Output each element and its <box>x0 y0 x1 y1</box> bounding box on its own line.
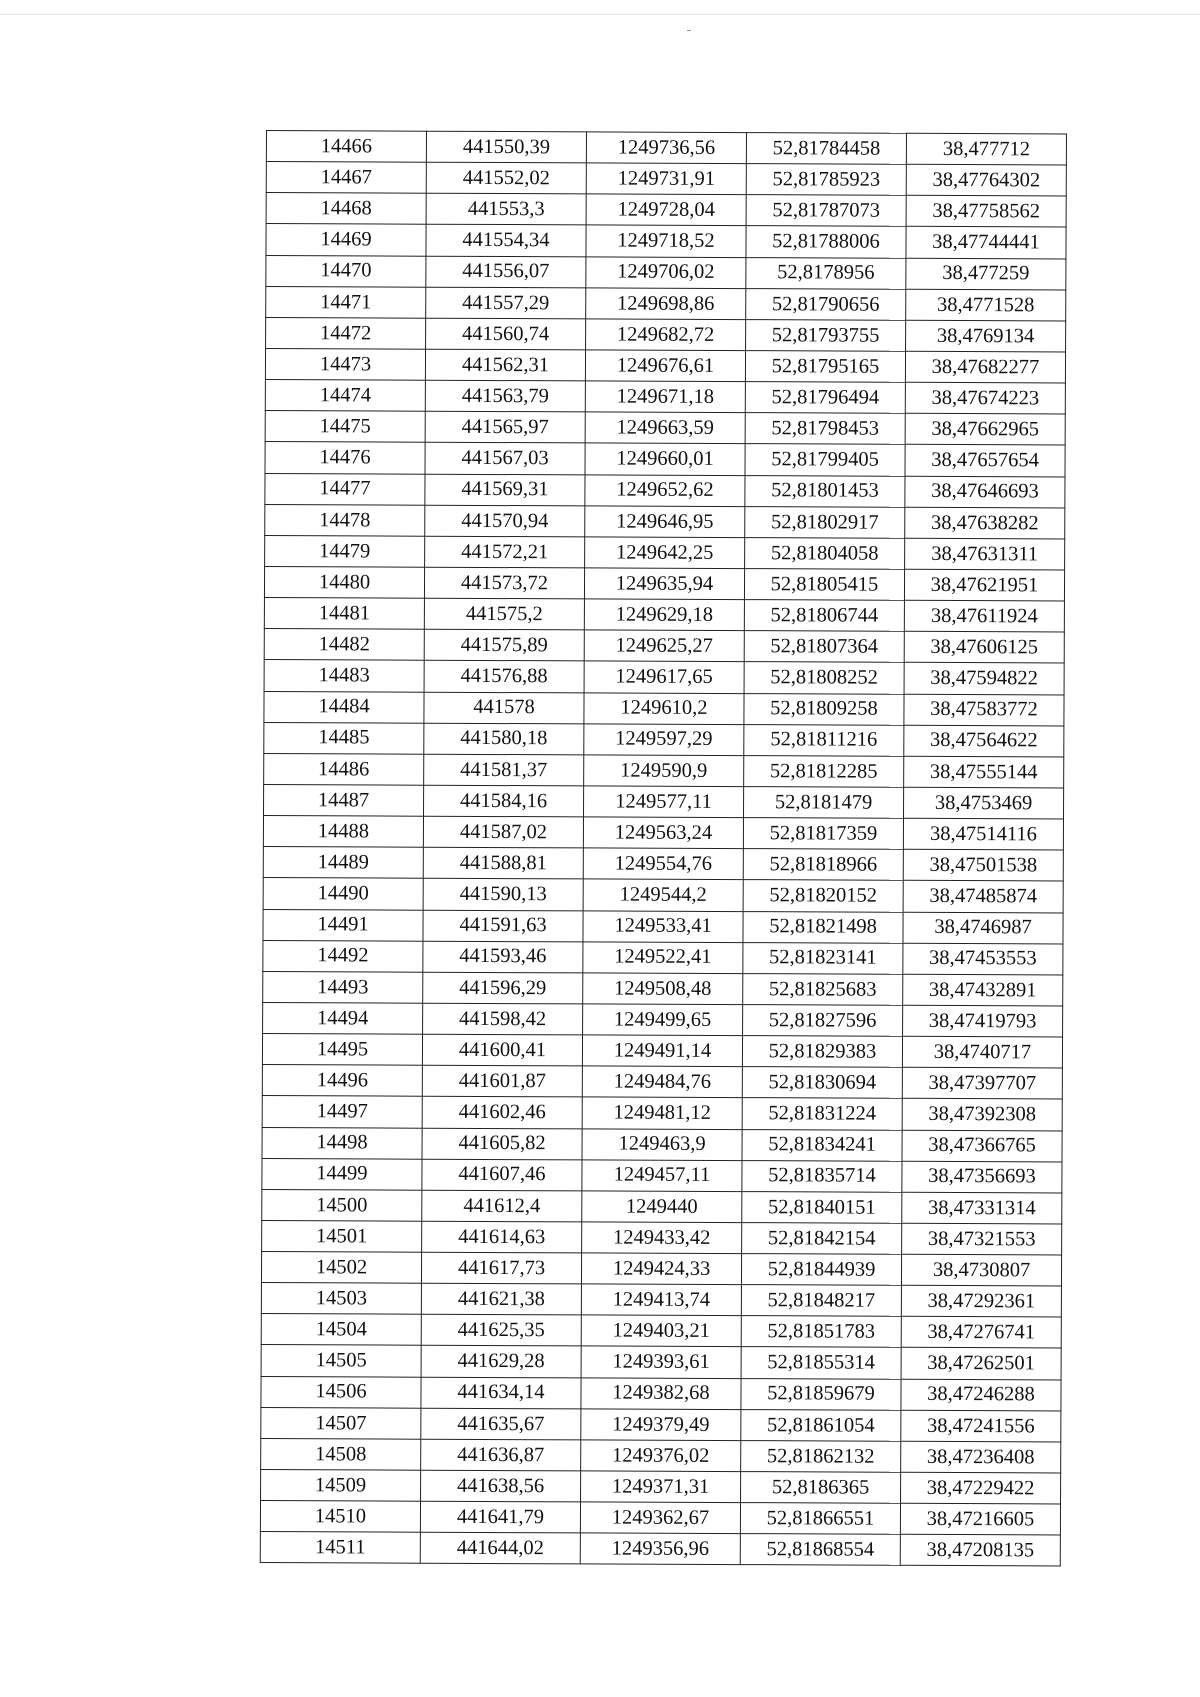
x-coordinate-cell: 441567,03 <box>425 443 585 475</box>
y-coordinate-cell: 1249597,29 <box>584 724 744 756</box>
latitude-cell: 52,81796494 <box>745 382 905 414</box>
latitude-cell: 52,81798453 <box>745 413 905 445</box>
point-number-cell: 14499 <box>262 1158 422 1190</box>
table-row <box>261 1314 1061 1349</box>
table-row <box>261 1470 1061 1505</box>
point-number-cell: 14468 <box>266 193 426 225</box>
table-row <box>262 1096 1062 1131</box>
longitude-cell: 38,47564622 <box>904 725 1064 757</box>
point-number-cell: 14509 <box>261 1470 421 1502</box>
y-coordinate-cell: 1249635,94 <box>584 568 744 600</box>
longitude-cell: 38,47631311 <box>905 538 1065 570</box>
table-row <box>262 1158 1062 1193</box>
longitude-cell: 38,47646693 <box>905 476 1065 508</box>
longitude-cell: 38,47682277 <box>905 351 1065 383</box>
table-row <box>261 1376 1061 1411</box>
table-row <box>265 442 1065 477</box>
x-coordinate-cell: 441557,29 <box>426 287 586 319</box>
longitude-cell: 38,47432891 <box>903 974 1063 1006</box>
longitude-cell: 38,47501538 <box>903 850 1063 882</box>
y-coordinate-cell: 1249563,24 <box>583 817 743 849</box>
latitude-cell: 52,81827596 <box>743 1005 903 1037</box>
point-number-cell: 14472 <box>266 317 426 349</box>
y-coordinate-cell: 1249698,86 <box>586 288 746 320</box>
longitude-cell: 38,47453553 <box>903 943 1063 975</box>
longitude-cell: 38,47611924 <box>904 600 1064 632</box>
table-row <box>266 286 1066 321</box>
y-coordinate-cell: 1249577,11 <box>584 786 744 818</box>
longitude-cell: 38,47638282 <box>905 507 1065 539</box>
x-coordinate-cell: 441634,14 <box>421 1377 581 1409</box>
latitude-cell: 52,81835714 <box>742 1160 902 1192</box>
y-coordinate-cell: 1249433,42 <box>582 1222 742 1254</box>
latitude-cell: 52,81859679 <box>741 1378 901 1410</box>
point-number-cell: 14510 <box>260 1501 420 1533</box>
longitude-cell: 38,4771528 <box>906 289 1066 321</box>
x-coordinate-cell: 441625,35 <box>421 1315 581 1347</box>
table-row <box>262 1065 1062 1100</box>
y-coordinate-cell: 1249484,76 <box>582 1066 742 1098</box>
latitude-cell: 52,81855314 <box>741 1347 901 1379</box>
longitude-cell: 38,47764302 <box>906 164 1066 196</box>
x-coordinate-cell: 441614,63 <box>422 1221 582 1253</box>
x-coordinate-cell: 441550,39 <box>426 131 586 163</box>
table-row <box>266 193 1066 228</box>
x-coordinate-cell: 441641,79 <box>420 1501 580 1533</box>
latitude-cell: 52,81831224 <box>742 1098 902 1130</box>
x-coordinate-cell: 441584,16 <box>424 785 584 817</box>
y-coordinate-cell: 1249590,9 <box>584 755 744 787</box>
point-number-cell: 14477 <box>265 473 425 505</box>
y-coordinate-cell: 1249660,01 <box>585 443 745 475</box>
point-number-cell: 14480 <box>264 566 424 598</box>
x-coordinate-cell: 441570,94 <box>425 505 585 537</box>
latitude-cell: 52,81788006 <box>746 226 906 258</box>
longitude-cell: 38,47236408 <box>901 1441 1061 1473</box>
longitude-cell: 38,47392308 <box>902 1099 1062 1131</box>
table-row <box>264 753 1064 788</box>
latitude-cell: 52,81807364 <box>744 631 904 663</box>
y-coordinate-cell: 1249663,59 <box>585 412 745 444</box>
longitude-cell: 38,4730807 <box>901 1254 1061 1286</box>
table-row <box>261 1283 1061 1318</box>
x-coordinate-cell: 441617,73 <box>421 1252 581 1284</box>
latitude-cell: 52,81834241 <box>742 1129 902 1161</box>
point-number-cell: 14497 <box>262 1096 422 1128</box>
latitude-cell: 52,81787073 <box>746 195 906 227</box>
latitude-cell: 52,81805415 <box>744 569 904 601</box>
table-row <box>261 1252 1061 1287</box>
scan-artifact-mark <box>687 30 691 31</box>
table-row <box>264 660 1064 695</box>
y-coordinate-cell: 1249424,33 <box>581 1253 741 1285</box>
x-coordinate-cell: 441602,46 <box>422 1097 582 1129</box>
point-number-cell: 14479 <box>265 535 425 567</box>
longitude-cell: 38,47276741 <box>901 1317 1061 1349</box>
latitude-cell: 52,81817359 <box>743 818 903 850</box>
longitude-cell: 38,47366765 <box>902 1130 1062 1162</box>
longitude-cell: 38,477259 <box>906 258 1066 290</box>
point-number-cell: 14494 <box>263 1002 423 1034</box>
table-row <box>265 473 1065 508</box>
point-number-cell: 14505 <box>261 1345 421 1377</box>
x-coordinate-cell: 441576,88 <box>424 661 584 693</box>
longitude-cell: 38,47216605 <box>900 1503 1060 1535</box>
longitude-cell: 38,47758562 <box>906 196 1066 228</box>
y-coordinate-cell: 1249393,61 <box>581 1346 741 1378</box>
y-coordinate-cell: 1249362,67 <box>580 1502 740 1534</box>
y-coordinate-cell: 1249491,14 <box>582 1035 742 1067</box>
longitude-cell: 38,47321553 <box>902 1223 1062 1255</box>
latitude-cell: 52,81840151 <box>742 1191 902 1223</box>
latitude-cell: 52,81868554 <box>740 1534 900 1566</box>
y-coordinate-cell: 1249508,48 <box>583 973 743 1005</box>
x-coordinate-cell: 441569,31 <box>425 474 585 506</box>
longitude-cell: 38,47662965 <box>905 414 1065 446</box>
point-number-cell: 14492 <box>263 940 423 972</box>
x-coordinate-cell: 441575,2 <box>424 598 584 630</box>
coordinates-table <box>260 130 1067 1567</box>
latitude-cell: 52,8186365 <box>741 1472 901 1504</box>
point-number-cell: 14470 <box>266 255 426 287</box>
longitude-cell: 38,47246288 <box>901 1379 1061 1411</box>
table-row <box>266 131 1066 166</box>
longitude-cell: 38,47262501 <box>901 1348 1061 1380</box>
point-number-cell: 14482 <box>264 629 424 661</box>
x-coordinate-cell: 441605,82 <box>422 1128 582 1160</box>
y-coordinate-cell: 1249610,2 <box>584 692 744 724</box>
point-number-cell: 14467 <box>266 162 426 194</box>
latitude-cell: 52,81820152 <box>743 880 903 912</box>
table-row <box>261 1407 1061 1442</box>
point-number-cell: 14508 <box>261 1438 421 1470</box>
x-coordinate-cell: 441593,46 <box>423 941 583 973</box>
table-row <box>263 847 1063 882</box>
point-number-cell: 14471 <box>266 286 426 318</box>
coordinates-table-body <box>260 131 1066 1567</box>
point-number-cell: 14506 <box>261 1376 421 1408</box>
y-coordinate-cell: 1249379,49 <box>581 1409 741 1441</box>
x-coordinate-cell: 441562,31 <box>425 349 585 381</box>
latitude-cell: 52,81790656 <box>746 288 906 320</box>
point-number-cell: 14473 <box>265 348 425 380</box>
y-coordinate-cell: 1249676,61 <box>585 350 745 382</box>
x-coordinate-cell: 441573,72 <box>424 567 584 599</box>
longitude-cell: 38,47241556 <box>901 1410 1061 1442</box>
longitude-cell: 38,47594822 <box>904 663 1064 695</box>
table-row <box>264 629 1064 664</box>
longitude-cell: 38,47514116 <box>903 818 1063 850</box>
y-coordinate-cell: 1249533,41 <box>583 910 743 942</box>
point-number-cell: 14507 <box>261 1407 421 1439</box>
longitude-cell: 38,47485874 <box>903 881 1063 913</box>
latitude-cell: 52,81848217 <box>741 1285 901 1317</box>
y-coordinate-cell: 1249403,21 <box>581 1315 741 1347</box>
longitude-cell: 38,47397707 <box>902 1068 1062 1100</box>
y-coordinate-cell: 1249371,31 <box>581 1471 741 1503</box>
point-number-cell: 14496 <box>262 1065 422 1097</box>
latitude-cell: 52,81811216 <box>744 724 904 756</box>
x-coordinate-cell: 441554,34 <box>426 225 586 257</box>
table-row <box>266 224 1066 259</box>
x-coordinate-cell: 441552,02 <box>426 162 586 194</box>
longitude-cell: 38,477712 <box>906 133 1066 165</box>
x-coordinate-cell: 441601,87 <box>422 1065 582 1097</box>
point-number-cell: 14483 <box>264 660 424 692</box>
point-number-cell: 14500 <box>262 1189 422 1221</box>
latitude-cell: 52,81866551 <box>740 1503 900 1535</box>
table-row <box>265 504 1065 539</box>
point-number-cell: 14486 <box>264 753 424 785</box>
x-coordinate-cell: 441572,21 <box>425 536 585 568</box>
latitude-cell: 52,81861054 <box>741 1409 901 1441</box>
y-coordinate-cell: 1249376,02 <box>581 1440 741 1472</box>
x-coordinate-cell: 441596,29 <box>423 972 583 1004</box>
y-coordinate-cell: 1249382,68 <box>581 1378 741 1410</box>
point-number-cell: 14493 <box>263 971 423 1003</box>
latitude-cell: 52,81808252 <box>744 662 904 694</box>
point-number-cell: 14487 <box>264 784 424 816</box>
point-number-cell: 14502 <box>261 1252 421 1284</box>
point-number-cell: 14489 <box>263 847 423 879</box>
y-coordinate-cell: 1249728,04 <box>586 194 746 226</box>
longitude-cell: 38,4740717 <box>902 1036 1062 1068</box>
point-number-cell: 14478 <box>265 504 425 536</box>
y-coordinate-cell: 1249629,18 <box>584 599 744 631</box>
x-coordinate-cell: 441644,02 <box>420 1533 580 1565</box>
y-coordinate-cell: 1249652,62 <box>585 474 745 506</box>
point-number-cell: 14501 <box>262 1220 422 1252</box>
point-number-cell: 14488 <box>263 816 423 848</box>
longitude-cell: 38,47606125 <box>904 632 1064 664</box>
table-row <box>264 722 1064 757</box>
table-row <box>260 1501 1060 1536</box>
x-coordinate-cell: 441590,13 <box>423 879 583 911</box>
point-number-cell: 14469 <box>266 224 426 256</box>
latitude-cell: 52,81823141 <box>743 942 903 974</box>
point-number-cell: 14474 <box>265 380 425 412</box>
point-number-cell: 14495 <box>262 1034 422 1066</box>
table-row <box>265 348 1065 383</box>
y-coordinate-cell: 1249457,11 <box>582 1160 742 1192</box>
y-coordinate-cell: 1249617,65 <box>584 661 744 693</box>
latitude-cell: 52,81806744 <box>744 600 904 632</box>
x-coordinate-cell: 441588,81 <box>423 847 583 879</box>
table-row <box>263 1002 1063 1037</box>
point-number-cell: 14484 <box>264 691 424 723</box>
scan-edge-line <box>0 14 1200 15</box>
longitude-cell: 38,47356693 <box>902 1161 1062 1193</box>
table-row <box>263 940 1063 975</box>
y-coordinate-cell: 1249554,76 <box>583 848 743 880</box>
latitude-cell: 52,81804058 <box>745 537 905 569</box>
table-row <box>260 1532 1060 1567</box>
table-row <box>261 1345 1061 1380</box>
latitude-cell: 52,81802917 <box>745 506 905 538</box>
table-row <box>261 1438 1061 1473</box>
longitude-cell: 38,47331314 <box>902 1192 1062 1224</box>
latitude-cell: 52,81784458 <box>746 133 906 165</box>
x-coordinate-cell: 441575,89 <box>424 629 584 661</box>
y-coordinate-cell: 1249736,56 <box>586 132 746 164</box>
y-coordinate-cell: 1249642,25 <box>585 537 745 569</box>
x-coordinate-cell: 441587,02 <box>423 816 583 848</box>
latitude-cell: 52,81812285 <box>744 755 904 787</box>
latitude-cell: 52,81862132 <box>741 1440 901 1472</box>
latitude-cell: 52,81842154 <box>742 1223 902 1255</box>
y-coordinate-cell: 1249499,65 <box>583 1004 743 1036</box>
longitude-cell: 38,47657654 <box>905 445 1065 477</box>
x-coordinate-cell: 441638,56 <box>421 1470 581 1502</box>
longitude-cell: 38,47555144 <box>904 756 1064 788</box>
table-row <box>262 1189 1062 1224</box>
point-number-cell: 14485 <box>264 722 424 754</box>
x-coordinate-cell: 441591,63 <box>423 910 583 942</box>
point-number-cell: 14490 <box>263 878 423 910</box>
y-coordinate-cell: 1249413,74 <box>581 1284 741 1316</box>
x-coordinate-cell: 441612,4 <box>422 1190 582 1222</box>
table-row <box>262 1220 1062 1255</box>
x-coordinate-cell: 441636,87 <box>421 1439 581 1471</box>
y-coordinate-cell: 1249481,12 <box>582 1097 742 1129</box>
x-coordinate-cell: 441556,07 <box>426 256 586 288</box>
longitude-cell: 38,47208135 <box>900 1535 1060 1567</box>
point-number-cell: 14475 <box>265 411 425 443</box>
longitude-cell: 38,47674223 <box>905 382 1065 414</box>
table-row <box>263 878 1063 913</box>
table-row <box>265 535 1065 570</box>
table-row <box>264 598 1064 633</box>
point-number-cell: 14481 <box>264 598 424 630</box>
latitude-cell: 52,81795165 <box>745 351 905 383</box>
latitude-cell: 52,81818966 <box>743 849 903 881</box>
point-number-cell: 14491 <box>263 909 423 941</box>
table-row <box>266 255 1066 290</box>
longitude-cell: 38,4746987 <box>903 912 1063 944</box>
latitude-cell: 52,8181479 <box>744 787 904 819</box>
latitude-cell: 52,81825683 <box>743 973 903 1005</box>
table-row <box>264 566 1064 601</box>
y-coordinate-cell: 1249625,27 <box>584 630 744 662</box>
point-number-cell: 14503 <box>261 1283 421 1315</box>
y-coordinate-cell: 1249463,9 <box>582 1128 742 1160</box>
x-coordinate-cell: 441553,3 <box>426 193 586 225</box>
x-coordinate-cell: 441629,28 <box>421 1346 581 1378</box>
table-row <box>265 380 1065 415</box>
x-coordinate-cell: 441578 <box>424 692 584 724</box>
longitude-cell: 38,4753469 <box>904 787 1064 819</box>
y-coordinate-cell: 1249646,95 <box>585 506 745 538</box>
x-coordinate-cell: 441635,67 <box>421 1408 581 1440</box>
latitude-cell: 52,81851783 <box>741 1316 901 1348</box>
longitude-cell: 38,47621951 <box>904 569 1064 601</box>
y-coordinate-cell: 1249544,2 <box>583 879 743 911</box>
point-number-cell: 14466 <box>266 131 426 163</box>
latitude-cell: 52,81801453 <box>745 475 905 507</box>
longitude-cell: 38,47229422 <box>901 1472 1061 1504</box>
point-number-cell: 14511 <box>260 1532 420 1564</box>
table-row <box>265 411 1065 446</box>
point-number-cell: 14476 <box>265 442 425 474</box>
point-number-cell: 14504 <box>261 1314 421 1346</box>
table-row <box>263 816 1063 851</box>
y-coordinate-cell: 1249671,18 <box>585 381 745 413</box>
x-coordinate-cell: 441580,18 <box>424 723 584 755</box>
latitude-cell: 52,81830694 <box>742 1067 902 1099</box>
table-row <box>263 909 1063 944</box>
table-row <box>262 1127 1062 1162</box>
longitude-cell: 38,47583772 <box>904 694 1064 726</box>
x-coordinate-cell: 441598,42 <box>423 1003 583 1035</box>
y-coordinate-cell: 1249682,72 <box>586 319 746 351</box>
latitude-cell: 52,81829383 <box>742 1036 902 1068</box>
x-coordinate-cell: 441600,41 <box>422 1034 582 1066</box>
table-row <box>263 971 1063 1006</box>
latitude-cell: 52,81799405 <box>745 444 905 476</box>
longitude-cell: 38,47419793 <box>903 1005 1063 1037</box>
y-coordinate-cell: 1249718,52 <box>586 225 746 257</box>
x-coordinate-cell: 441565,97 <box>425 411 585 443</box>
latitude-cell: 52,81821498 <box>743 911 903 943</box>
table-row <box>262 1034 1062 1069</box>
table-row <box>266 162 1066 197</box>
y-coordinate-cell: 1249731,91 <box>586 163 746 195</box>
x-coordinate-cell: 441563,79 <box>425 380 585 412</box>
table-row <box>264 784 1064 819</box>
longitude-cell: 38,4769134 <box>906 320 1066 352</box>
x-coordinate-cell: 441607,46 <box>422 1159 582 1191</box>
table-row <box>264 691 1064 726</box>
table-row <box>266 317 1066 352</box>
y-coordinate-cell: 1249522,41 <box>583 942 743 974</box>
y-coordinate-cell: 1249356,96 <box>580 1533 740 1565</box>
latitude-cell: 52,8178956 <box>746 257 906 289</box>
y-coordinate-cell: 1249706,02 <box>586 256 746 288</box>
point-number-cell: 14498 <box>262 1127 422 1159</box>
latitude-cell: 52,81793755 <box>746 319 906 351</box>
x-coordinate-cell: 441621,38 <box>421 1283 581 1315</box>
latitude-cell: 52,81785923 <box>746 164 906 196</box>
longitude-cell: 38,47292361 <box>901 1285 1061 1317</box>
latitude-cell: 52,81809258 <box>744 693 904 725</box>
latitude-cell: 52,81844939 <box>741 1254 901 1286</box>
x-coordinate-cell: 441560,74 <box>426 318 586 350</box>
y-coordinate-cell: 1249440 <box>582 1191 742 1223</box>
x-coordinate-cell: 441581,37 <box>424 754 584 786</box>
longitude-cell: 38,47744441 <box>906 227 1066 259</box>
